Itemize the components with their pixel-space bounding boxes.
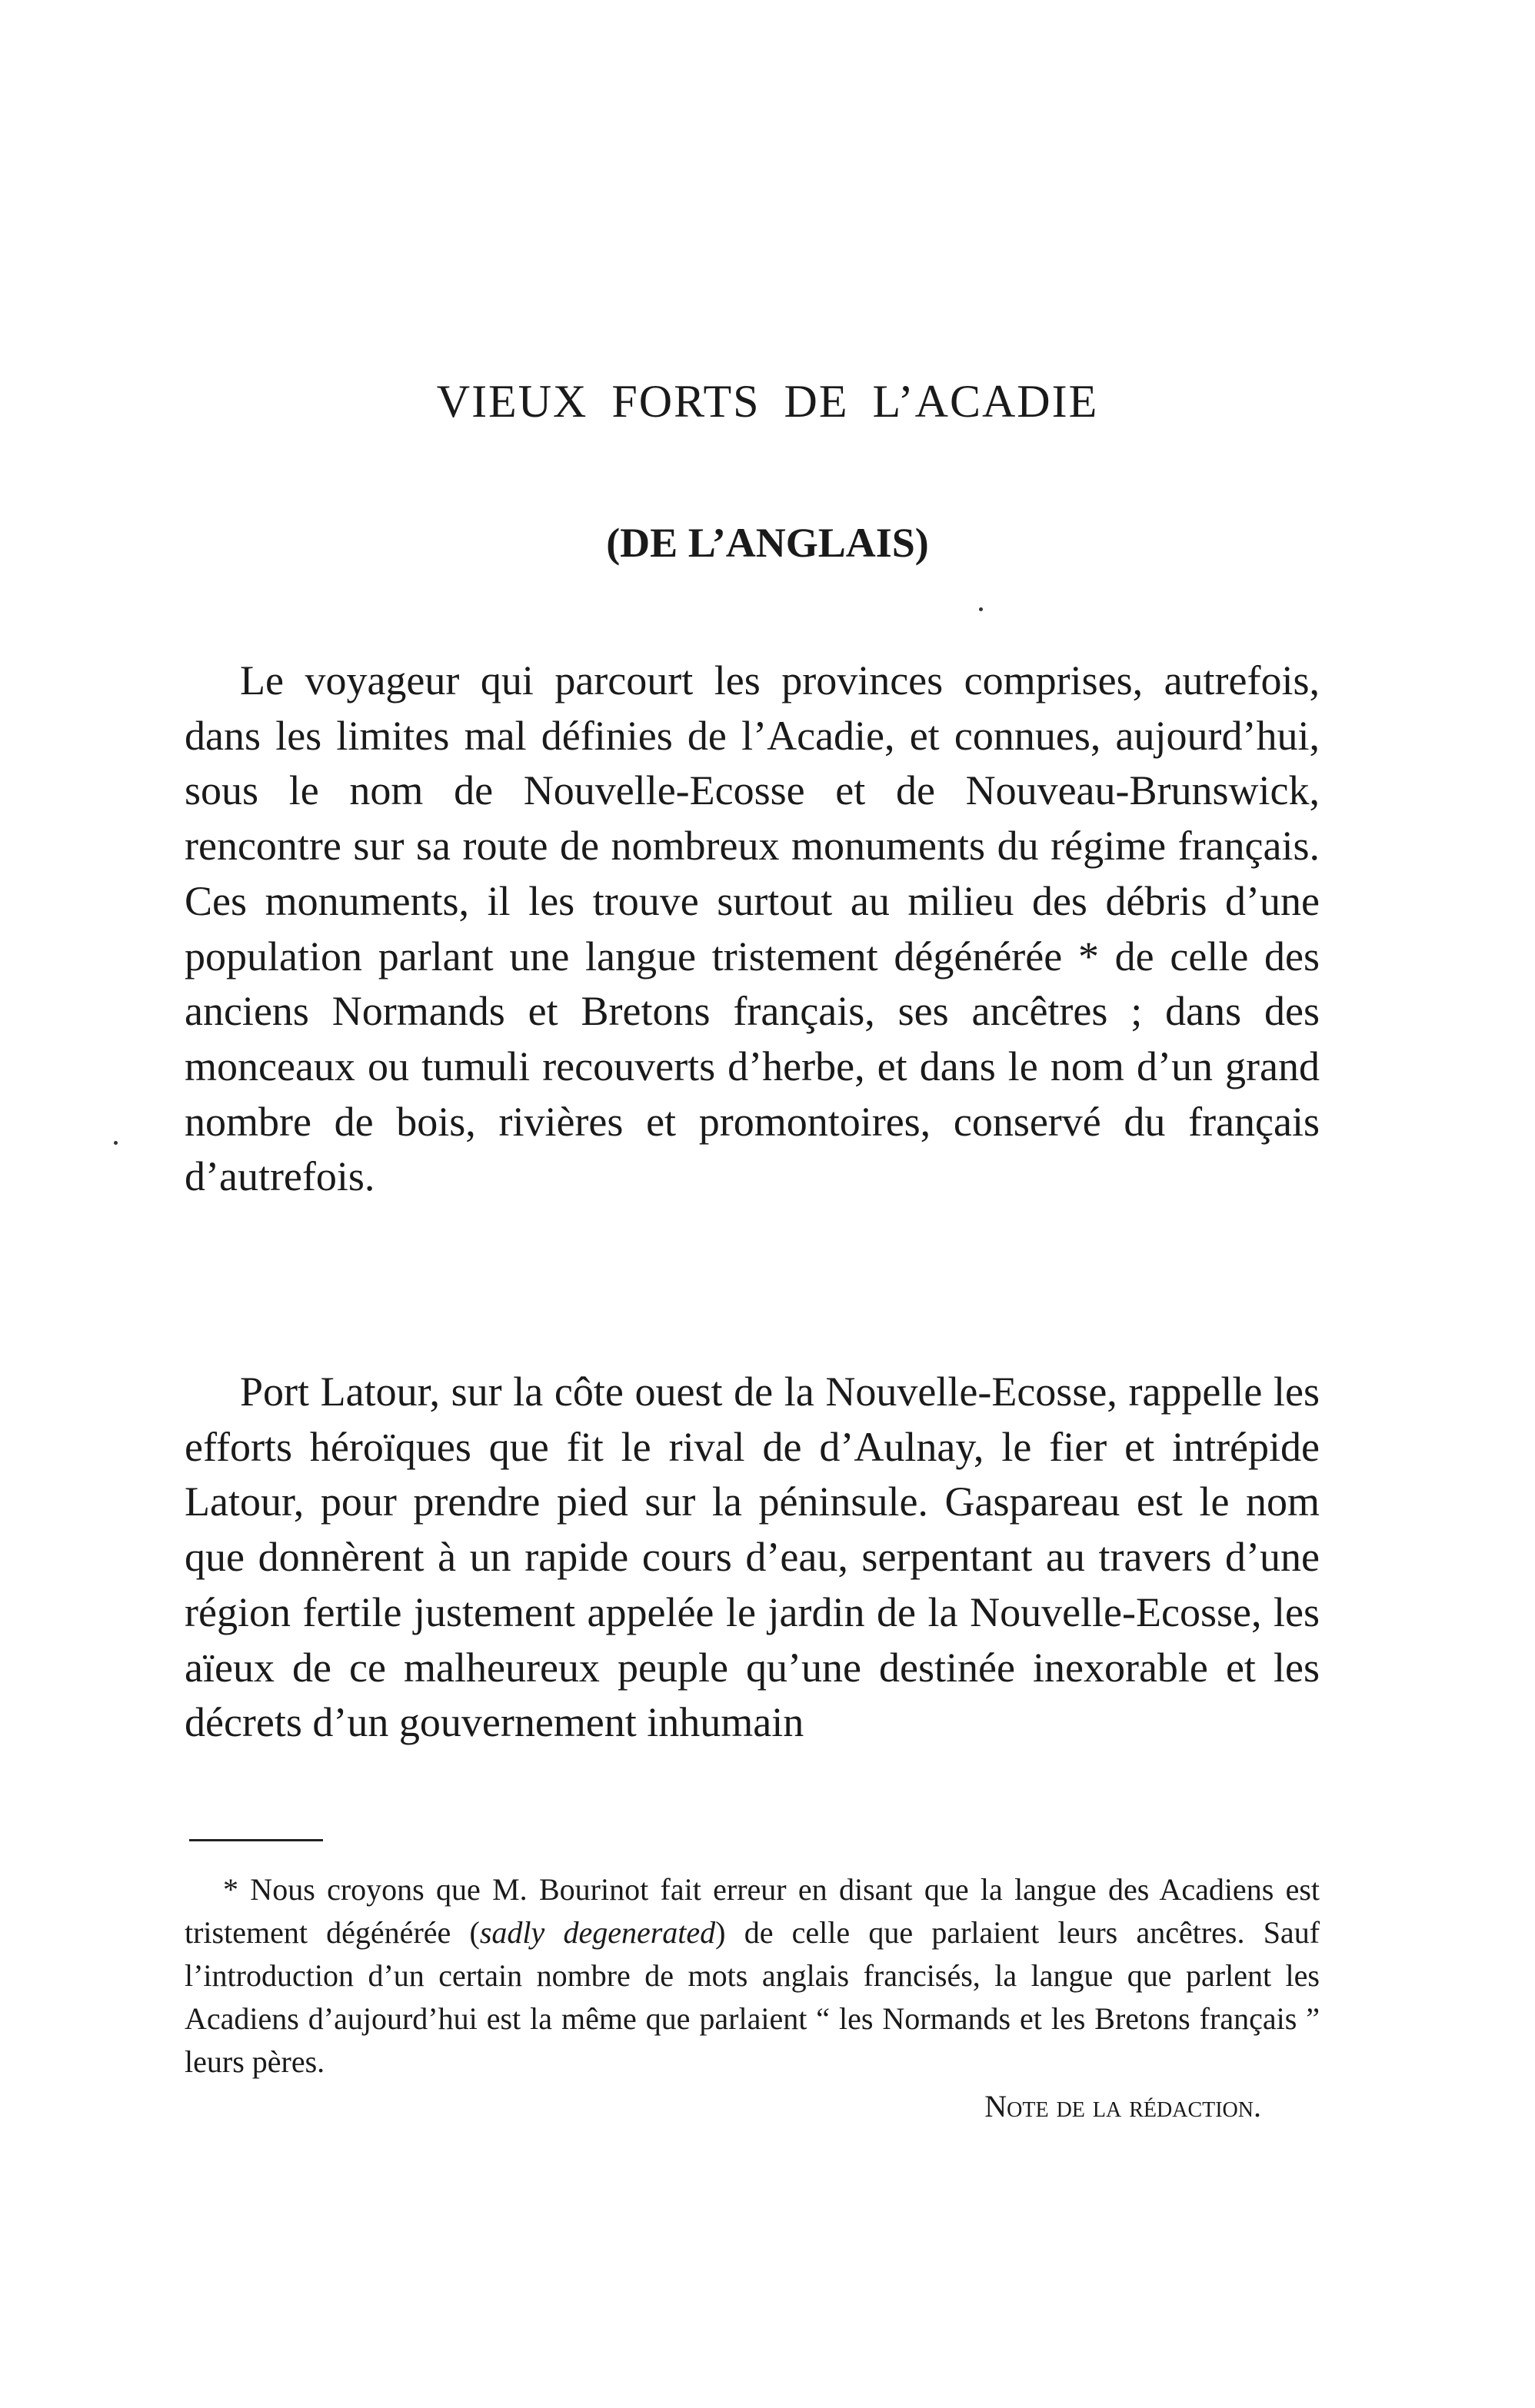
editorial-signature: Note de la rédaction. xyxy=(984,2089,1261,2124)
paragraph-text: Port Latour, sur la côte ouest de la Nouvelle-Ecosse, rappelle les efforts héroïques que fit le rival de d’Aulnay, le fier et intrépide Latour, pour prendre pied sur la péninsule. Gaspareau est le nom que donnèrent à un rapide cours d’eau, serpentant au travers d’une région fertile justement appelée le jardin de la Nouvelle-Ecosse, les aïeux de ce malheureux peuple qu’une destinée inexorable et les décrets d’un gouvernement inhumain xyxy=(185,1369,1320,1746)
footnote xyxy=(185,1868,1320,2084)
print-speck xyxy=(114,1141,118,1145)
footnote-text-after: ) de celle que parlaient leurs ancêtres. Sauf l’introduction d’un certain nombre de mots anglais francisés, la langue que parlent les Acadiens d’aujourd’hui est la même que parlaient “ les Normands et les Bretons français ” leurs pères. xyxy=(185,1915,1320,2079)
print-speck xyxy=(979,607,983,611)
footnote-separator xyxy=(189,1839,323,1841)
chapter-title: VIEUX FORTS DE L’ACADIE xyxy=(436,376,1099,427)
footnote-text-before: * Nous croyons que M. Bourinot fait erreur en disant que la langue des Acadiens est tristement dégénérée ( xyxy=(185,1872,1320,1950)
body-paragraph-1 xyxy=(185,654,1320,1205)
body-paragraph-2 xyxy=(185,1365,1320,1751)
paragraph-text: Le voyageur qui parcourt les provinces comprises, autrefois, dans les limites mal définies de l’Acadie, et connues, aujourd’hui, sous le nom de Nouvelle-Ecosse et de Nouveau-Brunswick, rencontre sur sa route de nombreux monuments du régime français. Ces monuments, il les trouve surtout au milieu des débris d’une population parlant une langue tristement dégénérée * de celle des anciens Normands et Bretons français, ses ancêtres ; dans des monceaux ou tumuli recouverts d’herbe, et dans le nom d’un grand nombre de bois, rivières et promontoires, conservé du français d’autrefois. xyxy=(185,657,1320,1200)
footnote-italic-term: sadly degenerated xyxy=(479,1915,716,1950)
chapter-subtitle: (DE L’ANGLAIS) xyxy=(606,520,929,566)
